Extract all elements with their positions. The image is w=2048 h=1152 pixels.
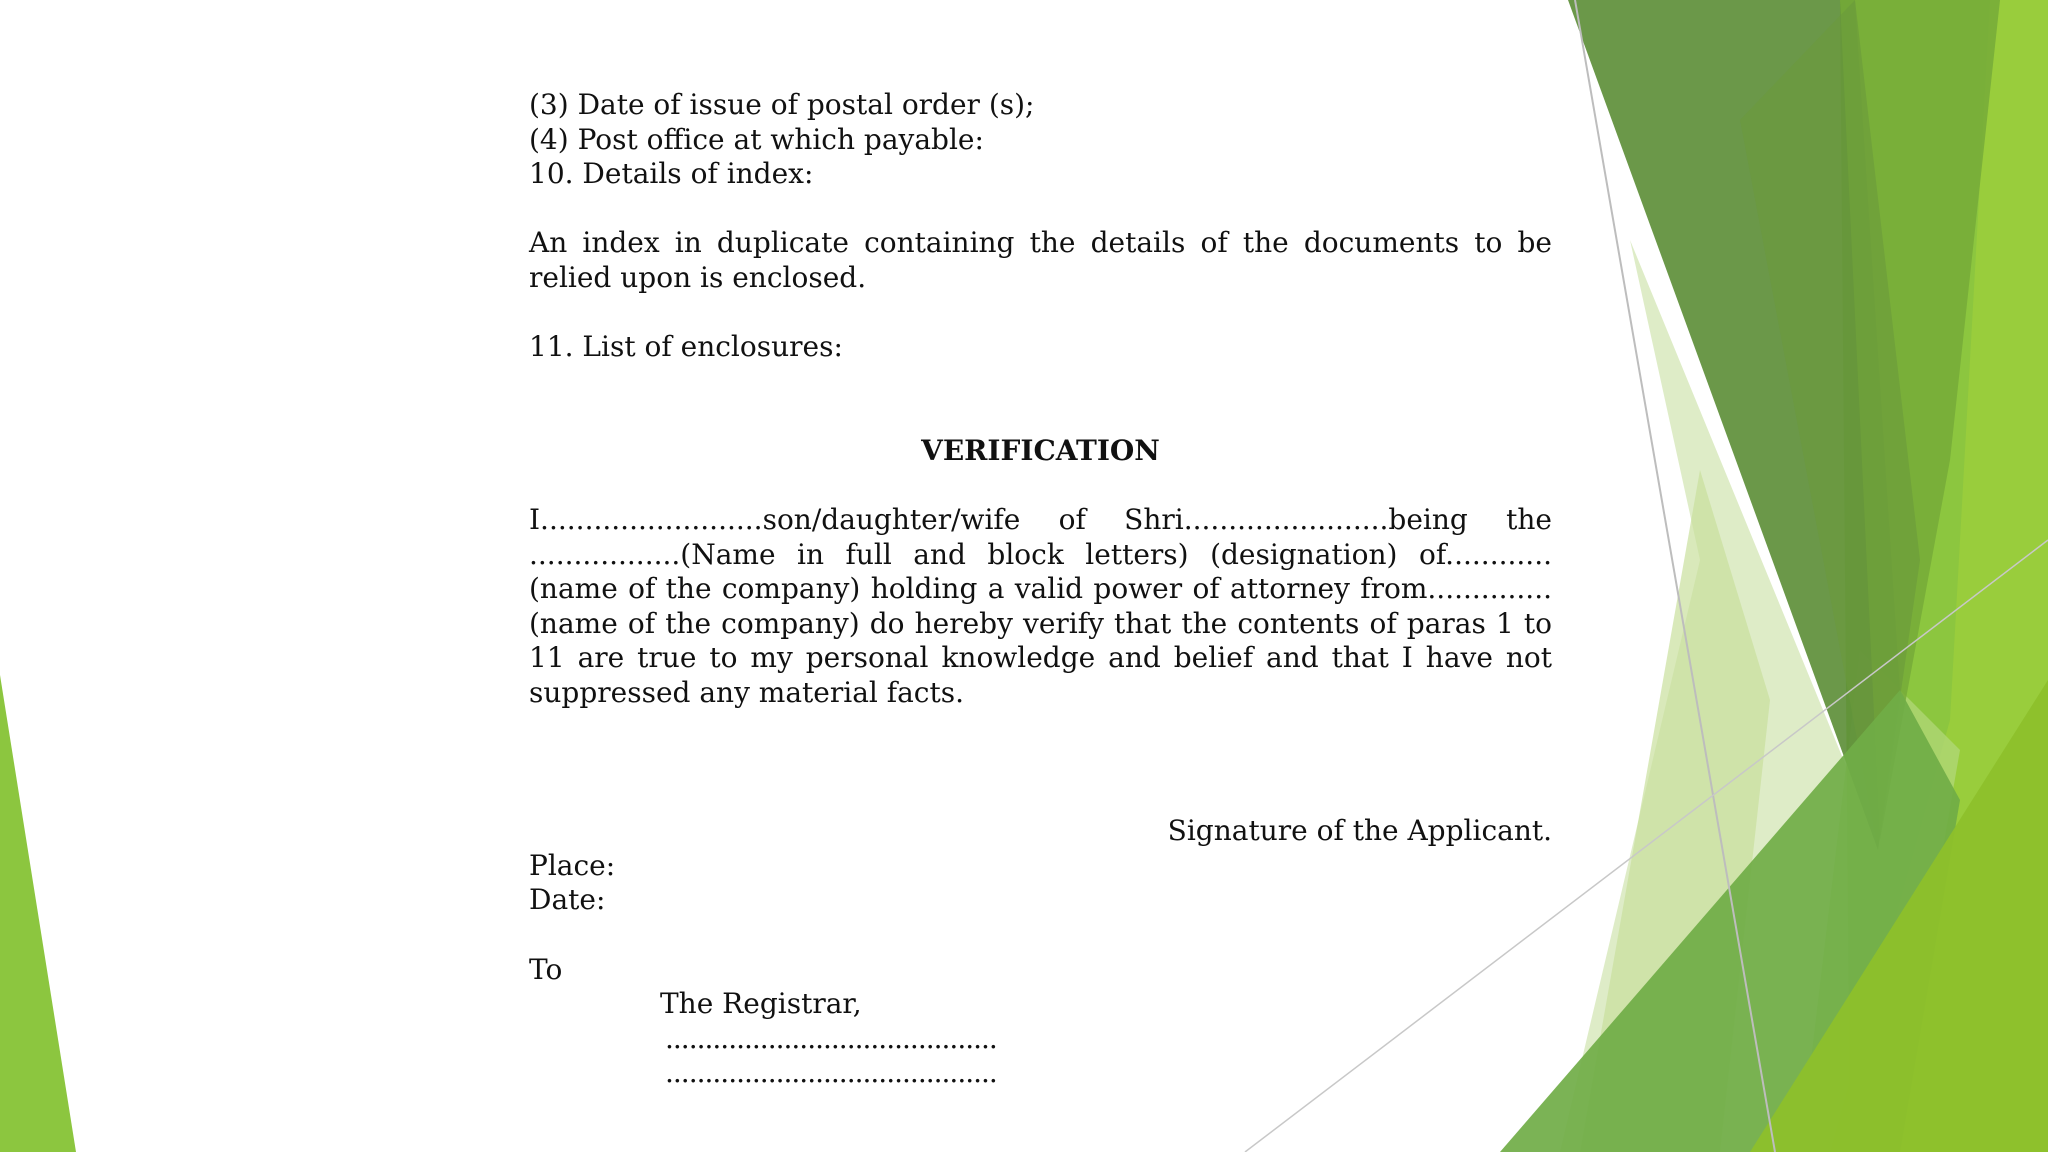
details-of-index-heading: 10. Details of index: (529, 157, 814, 191)
spacer (529, 745, 1552, 780)
spacer (529, 468, 1552, 503)
address-line-1: .......................................... (665, 1021, 997, 1055)
registrar-label: The Registrar, (660, 987, 862, 1021)
verification-paragraph: I.........................son/daughter/wife of Shri.......................being the .................(Name in full and block letters) (designation) of............ (name of the company) holding a valid power of attorney from..............(name of the company) do hereby verify that the contents of paras 1 to 11 are true to my personal knowledge and belief and that I have not suppressed any material facts. (529, 502, 1552, 709)
postal-order-date-line: (3) Date of issue of postal order (s); (529, 88, 1035, 121)
date-label: Date: (529, 883, 606, 917)
spacer (529, 780, 1552, 815)
to-label: To (529, 952, 563, 986)
post-office-line: (4) Post office at which payable: (529, 122, 984, 156)
place-label: Place: (529, 848, 616, 882)
spacer (529, 711, 1552, 746)
list-of-enclosures-heading: 11. List of enclosures: (529, 330, 843, 364)
spacer (529, 296, 1552, 331)
left-green-shape (0, 675, 76, 1152)
spacer (529, 918, 1552, 953)
verification-heading: VERIFICATION (921, 433, 1160, 467)
address-line-2: .......................................... (665, 1056, 997, 1090)
index-paragraph: An index in duplicate containing the details of the documents to be relied upon is enclosed. (529, 226, 1552, 294)
signature-line: Signature of the Applicant. (1167, 814, 1552, 848)
spacer (529, 192, 1552, 227)
spacer (529, 365, 1552, 434)
document-body (529, 88, 1552, 1091)
